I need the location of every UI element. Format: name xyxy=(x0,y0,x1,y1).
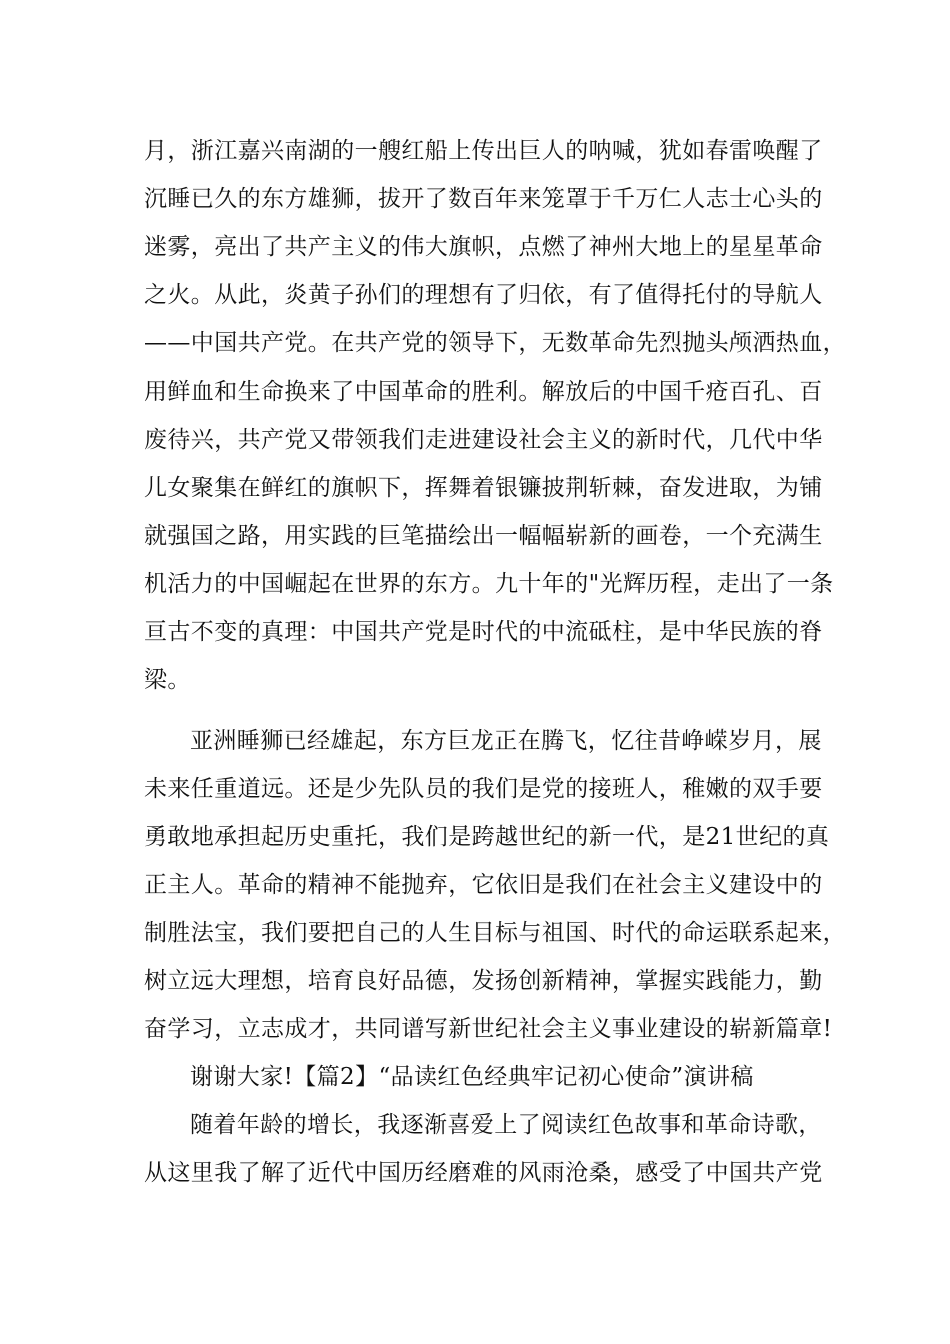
text-line: ——中国共产党。在共产党的领导下，无数革命先烈抛头颅洒热血， xyxy=(144,330,846,356)
text-line: 机活力的中国崛起在世界的东方。九十年的"光辉历程，走出了一条 xyxy=(144,571,834,597)
text-line: 儿女聚集在鲜红的旗帜下，挥舞着银镰披荆斩棘，奋发进取，为铺 xyxy=(144,475,823,501)
text-line: 奋学习，立志成才，共同谱写新世纪社会主义事业建设的崭新篇章! xyxy=(144,1016,833,1042)
text-line: 勇敢地承担起历史重托，我们是跨越世纪的新一代，是21世纪的真 xyxy=(144,824,830,850)
text-line: 沉睡已久的东方雄狮，拔开了数百年来笼罩于千万仁人志士心头的 xyxy=(144,186,823,212)
text-line: 就强国之路，用实践的巨笔描绘出一幅幅崭新的画卷，一个充满生 xyxy=(144,523,823,549)
text-line: 未来任重道远。还是少先队员的我们是党的接班人，稚嫩的双手要 xyxy=(144,776,823,802)
text-line: 制胜法宝，我们要把自己的人生目标与祖国、时代的命运联系起来， xyxy=(144,920,846,946)
text-line: 亘古不变的真理：中国共产党是时代的中流砥柱，是中华民族的脊 xyxy=(144,619,823,645)
text-line: 迷雾，亮出了共产主义的伟大旗帜，点燃了神州大地上的星星革命 xyxy=(144,234,823,260)
text-line: 用鲜血和生命换来了中国革命的胜利。解放后的中国千疮百孔、百 xyxy=(144,379,823,405)
text-line: 从这里我了解了近代中国历经磨难的风雨沧桑，感受了中国共产党 xyxy=(144,1160,823,1186)
text-line: 之火。从此，炎黄子孙们的理想有了归依，有了值得托付的导航人 xyxy=(144,282,823,308)
text-line: 梁。 xyxy=(144,667,191,693)
text-line: 月，浙江嘉兴南湖的一艘红船上传出巨人的呐喊，犹如春雷唤醒了 xyxy=(144,138,823,164)
text-line: 亚洲睡狮已经雄起，东方巨龙正在腾飞，忆往昔峥嵘岁月，展 xyxy=(190,728,822,754)
text-line: 树立远大理想，培育良好品德，发扬创新精神，掌握实践能力，勤 xyxy=(144,968,823,994)
text-line: 废待兴，共产党又带领我们走进建设社会主义的新时代，几代中华 xyxy=(144,427,823,453)
text-line: 正主人。革命的精神不能抛弃，它依旧是我们在社会主义建设中的 xyxy=(144,872,823,898)
text-line: 谢谢大家!【篇2】“品读红色经典牢记初心使命”演讲稿 xyxy=(190,1064,754,1090)
text-line: 随着年龄的增长，我逐渐喜爱上了阅读红色故事和革命诗歌， xyxy=(190,1112,822,1138)
